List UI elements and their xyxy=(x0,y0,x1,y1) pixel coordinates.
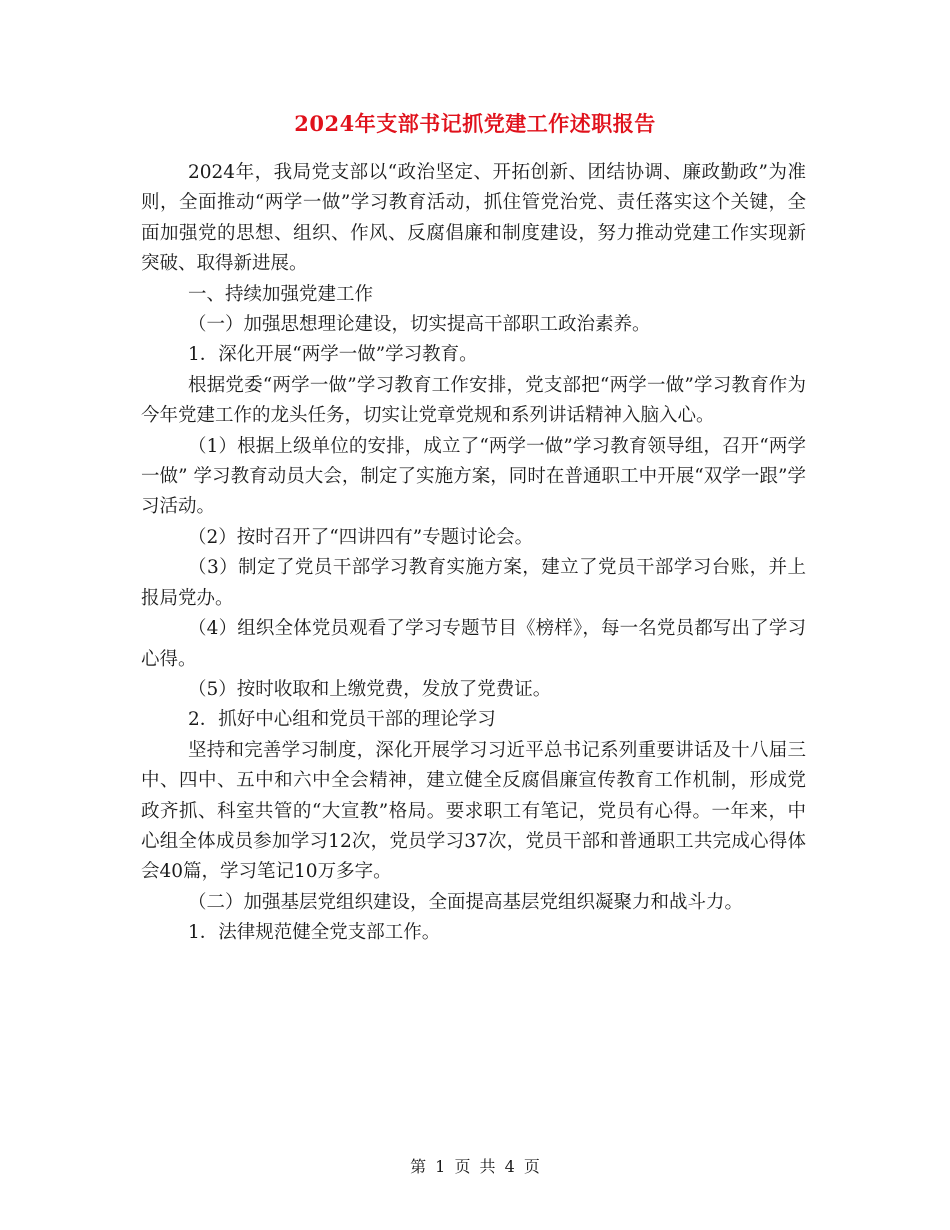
document-title: 2024年支部书记抓党建工作述职报告 xyxy=(294,111,656,136)
list-item-5: （5）按时收取和上缴党费，发放了党费证。 xyxy=(188,678,552,700)
heading-item-2: 2．抓好中心组和党员干部的理论学习 xyxy=(188,709,496,731)
list-item-3: （3）制定了党员干部学习教育实施方案，建立了党员干部学习台账，并上报局党办。 xyxy=(141,557,806,609)
document-body xyxy=(141,158,806,949)
heading-subsection-2: （二）加强基层党组织建设，全面提高基层党组织凝聚力和战斗力。 xyxy=(188,891,744,913)
paragraph-study-system: 坚持和完善学习制度，深化开展学习习近平总书记系列重要讲话及十八届三中、四中、五中和六中全会精神，建立健全反腐倡廉宣传教育工作机制，形成党政齐抓、科室共管的“大宣教”格局。要求职工有笔记，党员有心得。一年来，中心组全体成员参加学习12次，党员学习37次，党员干部和普通职工共完成心得体会40篇，学习笔记10万多字。 xyxy=(141,739,806,883)
paragraph-arrangement: 根据党委“两学一做”学习教育工作安排，党支部把“两学一做”学习教育作为今年党建工作的龙头任务，切实让党章党规和系列讲话精神入脑入心。 xyxy=(141,374,806,427)
heading-item-1: 1．深化开展“两学一做”学习教育。 xyxy=(188,344,478,366)
list-item-2: （2）按时召开了“四讲四有”专题讨论会。 xyxy=(188,526,534,548)
heading-item-3: 1．法律规范健全党支部工作。 xyxy=(188,922,441,944)
list-item-4: （4）组织全体党员观看了学习专题节目《榜样》，每一名党员都写出了学习心得。 xyxy=(141,618,806,670)
heading-section-1: 一、持续加强党建工作 xyxy=(188,283,374,305)
paragraph-intro: 2024年，我局党支部以“政治坚定、开拓创新、团结协调、廉政勤政”为准则，全面推动“两学一做”学习教育活动，抓住管党治党、责任落实这个关键，全面加强党的思想、组织、作风、反腐倡廉和制度建设，努力推动党建工作实现新突破、取得新进展。 xyxy=(141,162,806,275)
list-item-1: （1）根据上级单位的安排，成立了“两学一做”学习教育领导组，召开“两学一做” 学习教育动员大会，制定了实施方案，同时在普通职工中开展“双学一跟”学习活动。 xyxy=(141,435,806,518)
page-footer: 第 1 页 共 4 页 xyxy=(410,1157,540,1176)
heading-subsection-1: （一）加强思想理论建设，切实提高干部职工政治素养。 xyxy=(188,314,651,336)
